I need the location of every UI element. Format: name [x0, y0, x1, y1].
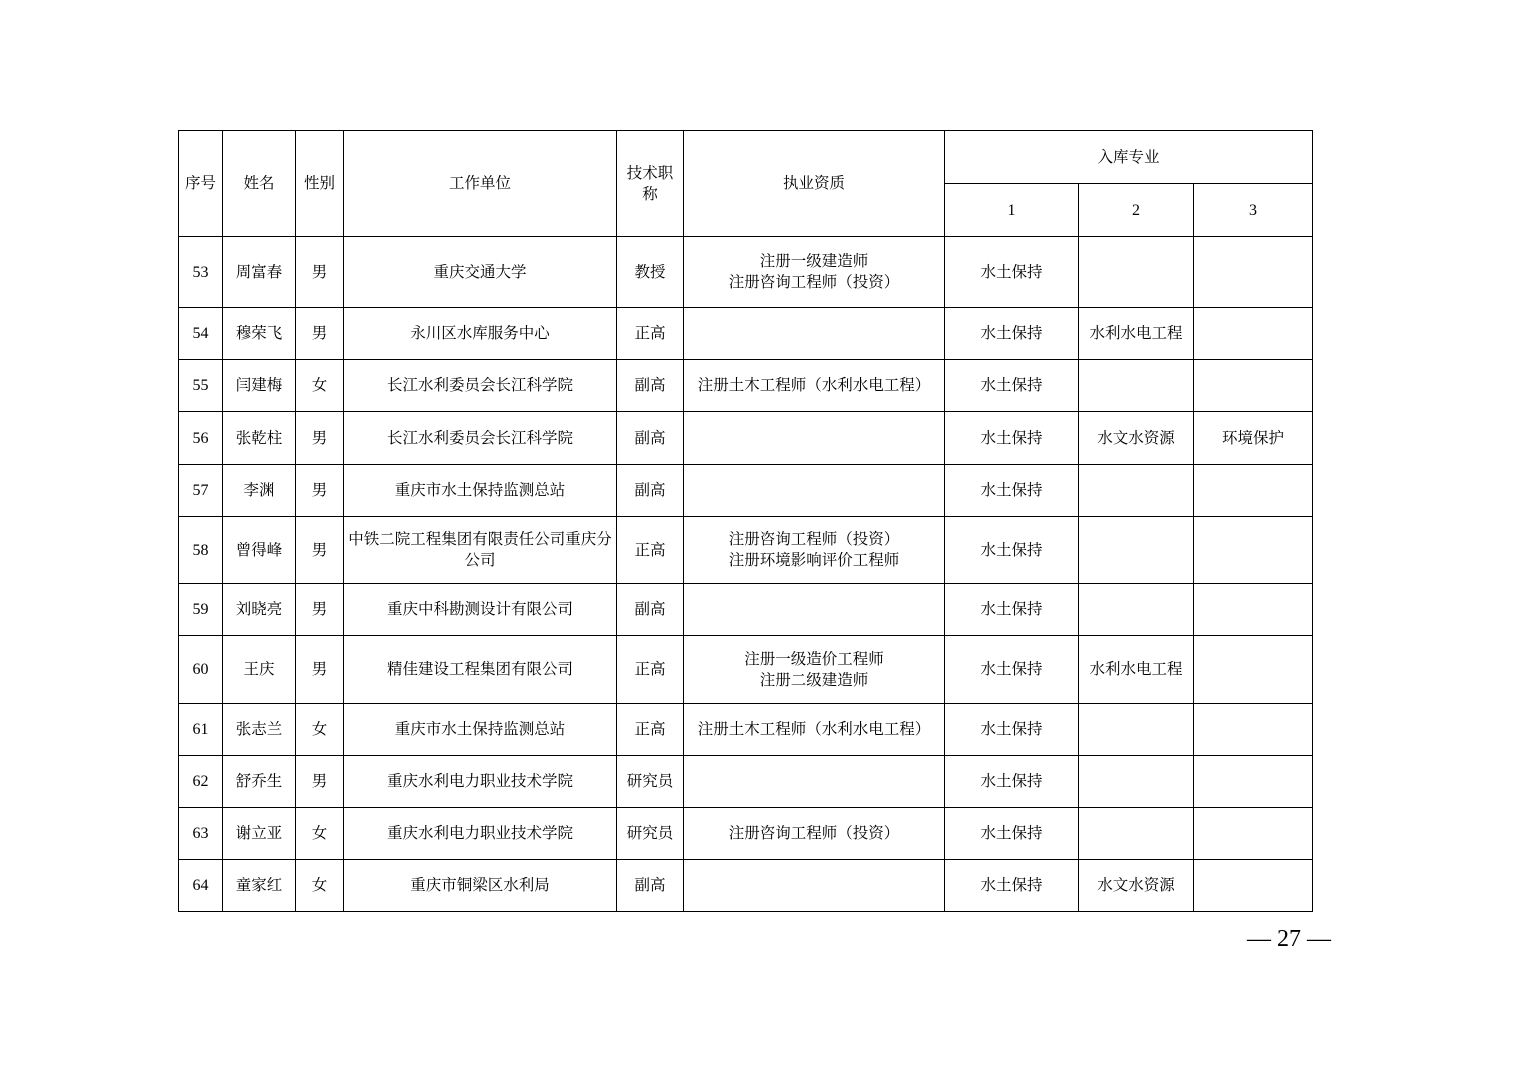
cell-gender: 女 — [296, 360, 344, 412]
cell-specialty-2: 水利水电工程 — [1079, 308, 1194, 360]
cell-qualification — [684, 465, 945, 517]
cell-specialty-1: 水土保持 — [945, 412, 1079, 465]
table-header — [179, 131, 1313, 237]
cell-specialty-2 — [1079, 360, 1194, 412]
cell-qualification: 注册咨询工程师（投资） — [684, 808, 945, 860]
cell-name: 闫建梅 — [223, 360, 296, 412]
cell-title: 副高 — [617, 360, 684, 412]
cell-gender: 男 — [296, 412, 344, 465]
cell-name: 曾得峰 — [223, 517, 296, 584]
cell-specialty-2 — [1079, 584, 1194, 636]
header-gender: 性别 — [296, 131, 344, 237]
cell-qualification: 注册土木工程师（水利水电工程） — [684, 360, 945, 412]
cell-qualification — [684, 860, 945, 912]
cell-title: 副高 — [617, 412, 684, 465]
cell-qualification: 注册咨询工程师（投资） 注册环境影响评价工程师 — [684, 517, 945, 584]
cell-seq: 63 — [179, 808, 223, 860]
cell-unit: 长江水利委员会长江科学院 — [344, 360, 617, 412]
cell-qualification — [684, 412, 945, 465]
cell-specialty-1: 水土保持 — [945, 860, 1079, 912]
cell-specialty-1: 水土保持 — [945, 237, 1079, 308]
table-row — [179, 756, 1313, 808]
cell-specialty-1: 水土保持 — [945, 636, 1079, 704]
cell-specialty-3 — [1194, 308, 1313, 360]
header-unit: 工作单位 — [344, 131, 617, 237]
cell-specialty-3 — [1194, 360, 1313, 412]
cell-specialty-3 — [1194, 756, 1313, 808]
cell-title: 正高 — [617, 704, 684, 756]
cell-title: 研究员 — [617, 808, 684, 860]
cell-name: 舒乔生 — [223, 756, 296, 808]
cell-title: 教授 — [617, 237, 684, 308]
cell-specialty-3 — [1194, 237, 1313, 308]
cell-title: 研究员 — [617, 756, 684, 808]
cell-specialty-3: 环境保护 — [1194, 412, 1313, 465]
cell-specialty-2 — [1079, 808, 1194, 860]
cell-seq: 57 — [179, 465, 223, 517]
cell-gender: 男 — [296, 517, 344, 584]
cell-specialty-3 — [1194, 636, 1313, 704]
cell-specialty-2 — [1079, 756, 1194, 808]
table-row — [179, 465, 1313, 517]
cell-specialty-1: 水土保持 — [945, 704, 1079, 756]
table-row — [179, 308, 1313, 360]
cell-unit: 永川区水库服务中心 — [344, 308, 617, 360]
expert-roster-table — [178, 130, 1313, 912]
table-row — [179, 636, 1313, 704]
table-row — [179, 704, 1313, 756]
cell-gender: 女 — [296, 704, 344, 756]
cell-name: 周富春 — [223, 237, 296, 308]
cell-specialty-1: 水土保持 — [945, 756, 1079, 808]
cell-qualification: 注册一级建造师 注册咨询工程师（投资） — [684, 237, 945, 308]
cell-qualification — [684, 308, 945, 360]
cell-unit: 重庆市水土保持监测总站 — [344, 465, 617, 517]
cell-seq: 58 — [179, 517, 223, 584]
cell-name: 李渊 — [223, 465, 296, 517]
cell-specialty-1: 水土保持 — [945, 808, 1079, 860]
cell-gender: 男 — [296, 237, 344, 308]
header-specialty-2: 2 — [1079, 184, 1194, 237]
cell-title: 副高 — [617, 584, 684, 636]
header-title: 技术职称 — [617, 131, 684, 237]
cell-specialty-3 — [1194, 704, 1313, 756]
cell-seq: 55 — [179, 360, 223, 412]
cell-specialty-2: 水利水电工程 — [1079, 636, 1194, 704]
table-row — [179, 808, 1313, 860]
cell-title: 副高 — [617, 860, 684, 912]
cell-seq: 56 — [179, 412, 223, 465]
cell-name: 刘晓亮 — [223, 584, 296, 636]
cell-gender: 男 — [296, 465, 344, 517]
cell-name: 童家红 — [223, 860, 296, 912]
cell-specialty-3 — [1194, 517, 1313, 584]
cell-specialty-3 — [1194, 808, 1313, 860]
table-row — [179, 860, 1313, 912]
cell-specialty-3 — [1194, 465, 1313, 517]
cell-gender: 男 — [296, 308, 344, 360]
cell-specialty-1: 水土保持 — [945, 360, 1079, 412]
cell-qualification: 注册土木工程师（水利水电工程） — [684, 704, 945, 756]
cell-specialty-1: 水土保持 — [945, 517, 1079, 584]
cell-seq: 53 — [179, 237, 223, 308]
page-number: — 27 — — [1247, 926, 1331, 952]
cell-title: 正高 — [617, 517, 684, 584]
cell-title: 正高 — [617, 636, 684, 704]
cell-specialty-2 — [1079, 237, 1194, 308]
cell-unit: 重庆中科勘测设计有限公司 — [344, 584, 617, 636]
cell-seq: 64 — [179, 860, 223, 912]
cell-specialty-3 — [1194, 860, 1313, 912]
header-specialty-1: 1 — [945, 184, 1079, 237]
cell-unit: 重庆水利电力职业技术学院 — [344, 756, 617, 808]
table-row — [179, 584, 1313, 636]
cell-gender: 男 — [296, 584, 344, 636]
cell-title: 副高 — [617, 465, 684, 517]
cell-name: 张乾柱 — [223, 412, 296, 465]
header-specialty-3: 3 — [1194, 184, 1313, 237]
table-row — [179, 412, 1313, 465]
cell-name: 王庆 — [223, 636, 296, 704]
cell-specialty-2: 水文水资源 — [1079, 412, 1194, 465]
cell-specialty-2 — [1079, 704, 1194, 756]
cell-gender: 男 — [296, 636, 344, 704]
cell-gender: 女 — [296, 808, 344, 860]
cell-specialty-1: 水土保持 — [945, 308, 1079, 360]
cell-qualification — [684, 584, 945, 636]
cell-specialty-2 — [1079, 517, 1194, 584]
cell-qualification: 注册一级造价工程师 注册二级建造师 — [684, 636, 945, 704]
table-row — [179, 237, 1313, 308]
header-specialty: 入库专业 — [945, 131, 1313, 184]
cell-specialty-2: 水文水资源 — [1079, 860, 1194, 912]
header-name: 姓名 — [223, 131, 296, 237]
header-qualification: 执业资质 — [684, 131, 945, 237]
header-seq: 序号 — [179, 131, 223, 237]
table-body — [179, 237, 1313, 912]
cell-seq: 59 — [179, 584, 223, 636]
cell-seq: 62 — [179, 756, 223, 808]
cell-name: 穆荣飞 — [223, 308, 296, 360]
cell-name: 谢立亚 — [223, 808, 296, 860]
cell-gender: 男 — [296, 756, 344, 808]
cell-name: 张志兰 — [223, 704, 296, 756]
cell-unit: 重庆市铜梁区水利局 — [344, 860, 617, 912]
cell-unit: 中铁二院工程集团有限责任公司重庆分公司 — [344, 517, 617, 584]
table-row — [179, 360, 1313, 412]
cell-title: 正高 — [617, 308, 684, 360]
cell-unit: 重庆交通大学 — [344, 237, 617, 308]
cell-specialty-1: 水土保持 — [945, 465, 1079, 517]
cell-seq: 61 — [179, 704, 223, 756]
cell-gender: 女 — [296, 860, 344, 912]
cell-qualification — [684, 756, 945, 808]
cell-unit: 精佳建设工程集团有限公司 — [344, 636, 617, 704]
cell-specialty-2 — [1079, 465, 1194, 517]
cell-specialty-3 — [1194, 584, 1313, 636]
cell-seq: 54 — [179, 308, 223, 360]
table-row — [179, 517, 1313, 584]
cell-seq: 60 — [179, 636, 223, 704]
cell-unit: 重庆市水土保持监测总站 — [344, 704, 617, 756]
cell-unit: 长江水利委员会长江科学院 — [344, 412, 617, 465]
cell-unit: 重庆水利电力职业技术学院 — [344, 808, 617, 860]
cell-specialty-1: 水土保持 — [945, 584, 1079, 636]
